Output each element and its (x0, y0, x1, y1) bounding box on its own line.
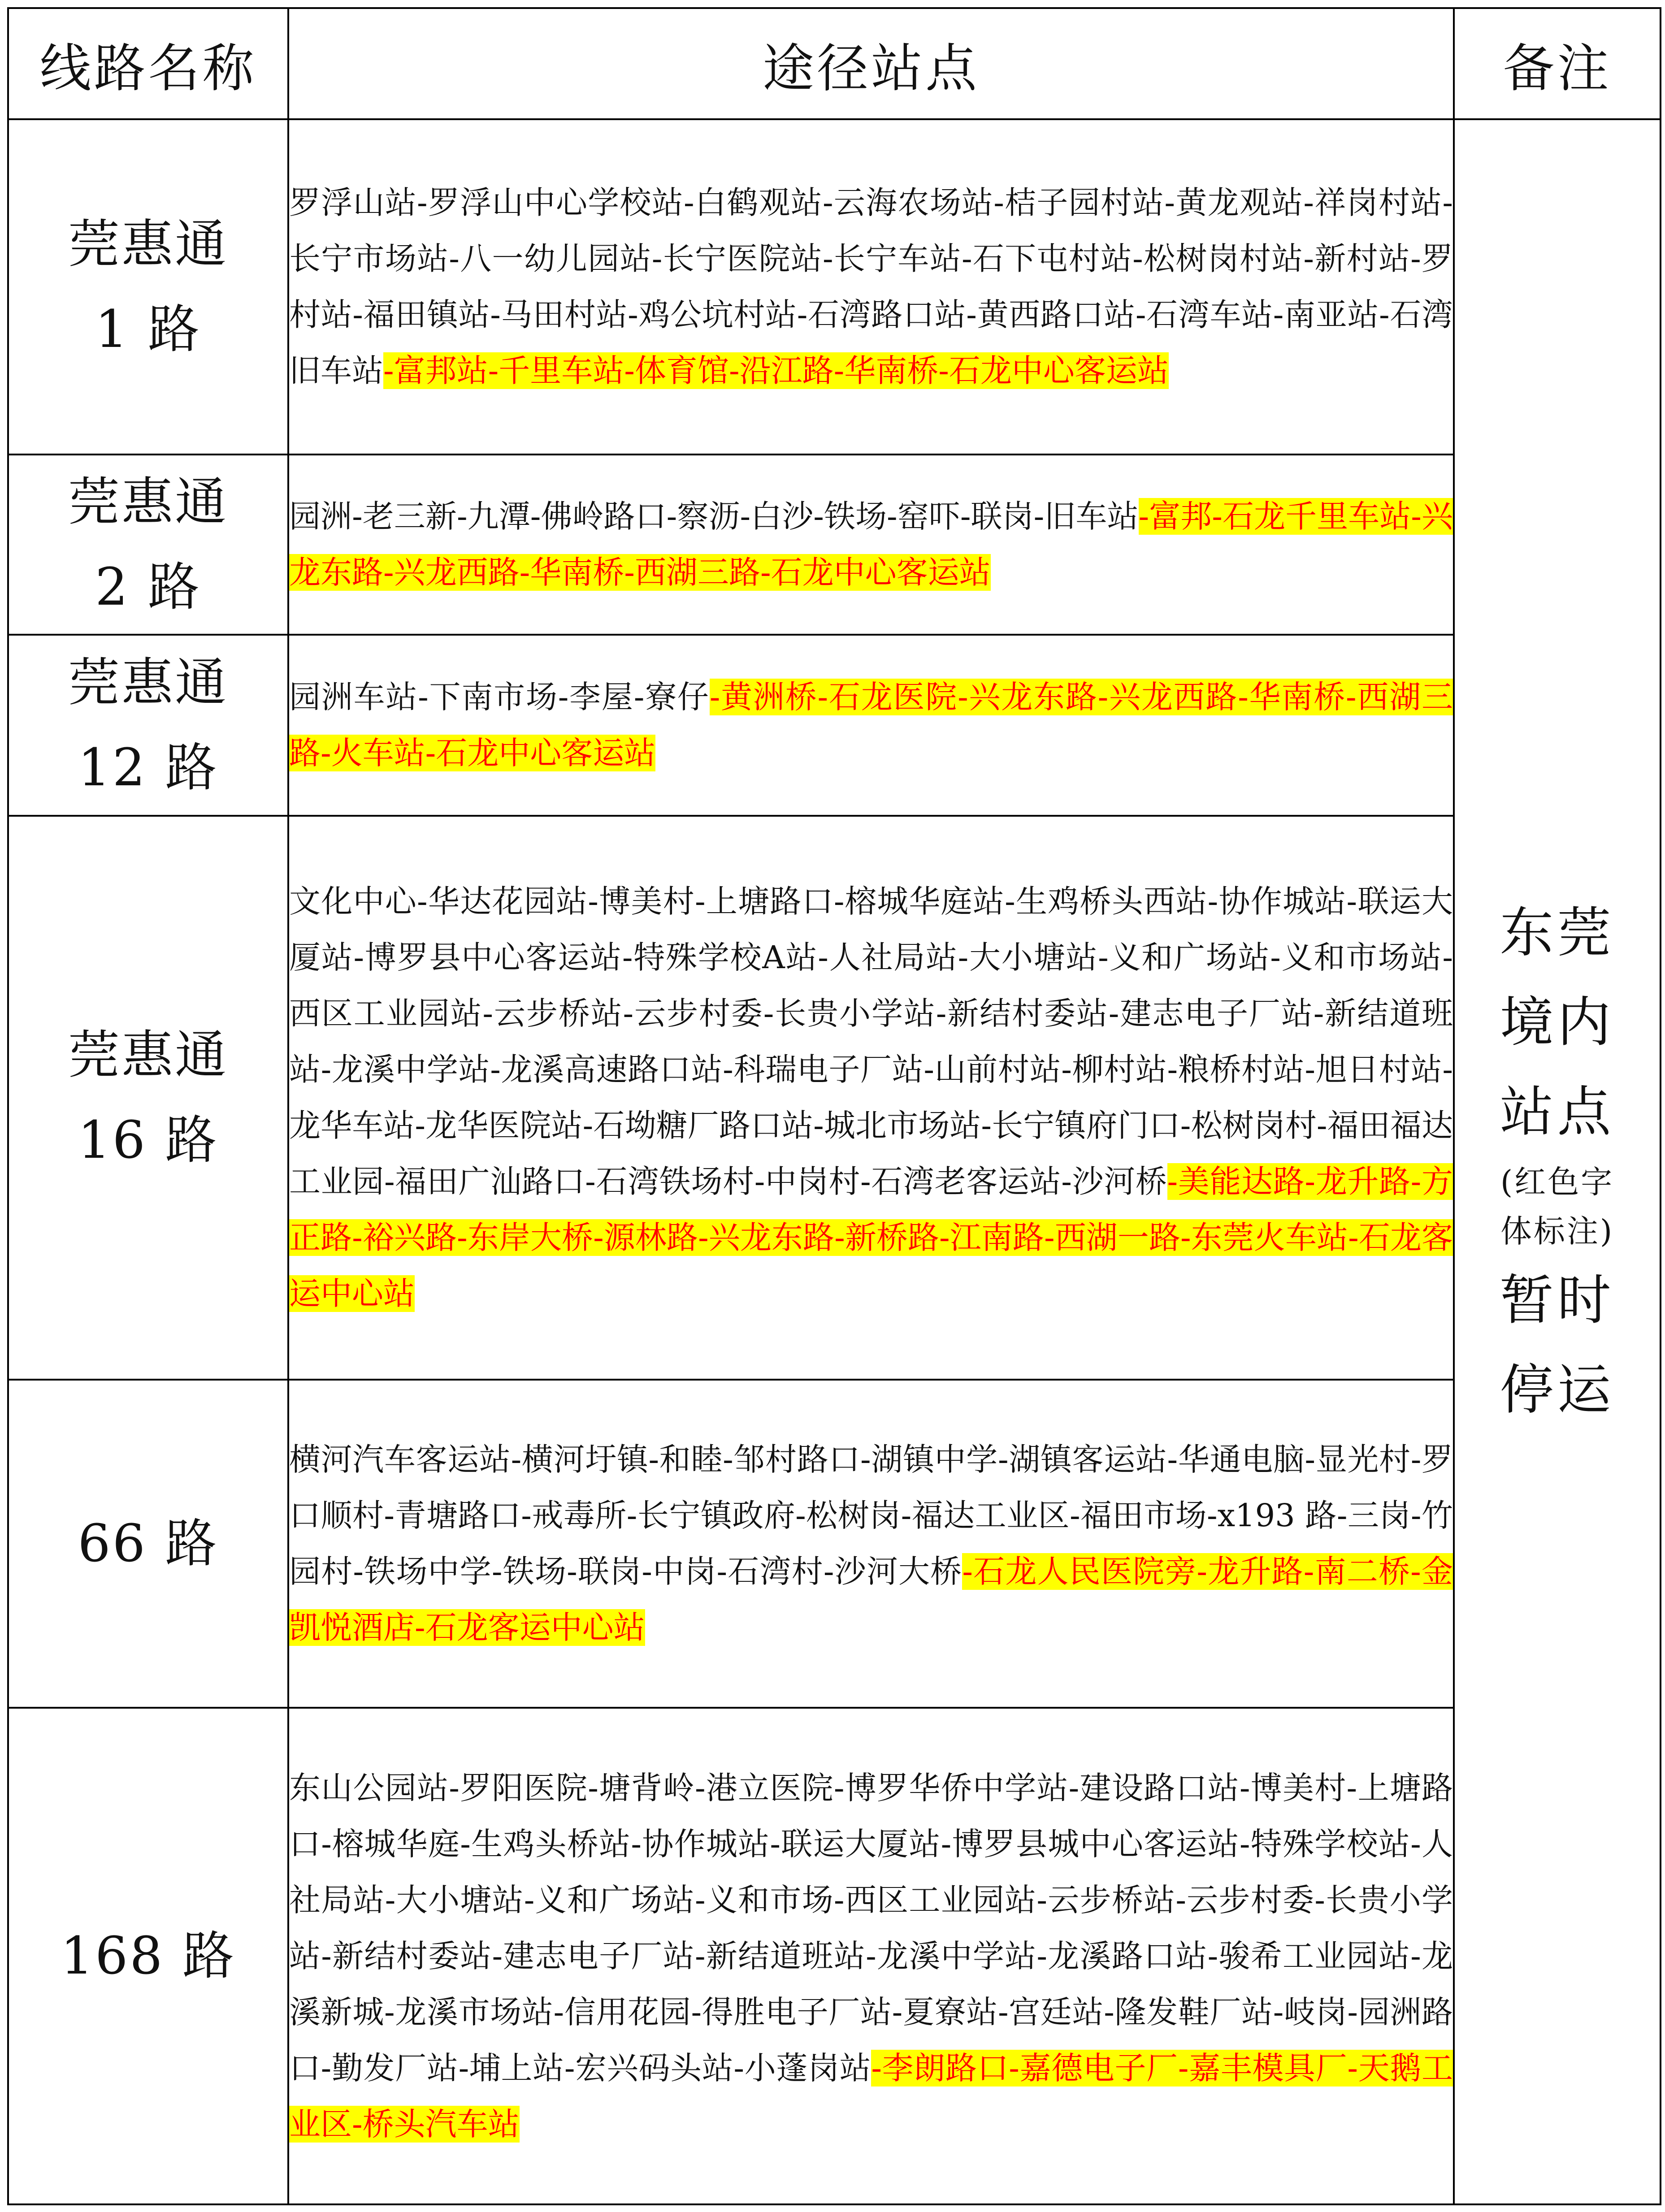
table-row (8, 635, 1661, 816)
table-row (8, 1708, 1661, 2204)
stations-highlighted: -美能达路-龙升路-方正路-裕兴路-东岸大桥-源林路-兴龙东路-新桥路-江南路-西湖一路-东莞火车站-石龙客运中心站 (289, 1163, 1453, 1312)
remark-line3: 站点 (1500, 1081, 1615, 1143)
remark-line2: 境内 (1500, 991, 1615, 1054)
remark-note2: 体标注) (1500, 1213, 1614, 1250)
route-stations-cell (288, 1708, 1454, 2204)
remark-line4: 暂时 (1500, 1269, 1615, 1332)
stations-normal: 园洲车站-下南市场-李屋-寮仔 (289, 679, 710, 715)
route-table (7, 7, 1661, 2205)
stations-normal: 横河汽车客运站-横河圩镇-和睦-邹村路口-湖镇中学-湖镇客运站-华通电脑-显光村-罗口顺村-青塘路口-戒毒所-长宁镇政府-松树岗-福达工业区-福田市场-x193 路-三岗-竹园村-铁场中学-铁场-联岗-中岗-石湾村-沙河大桥 (289, 1441, 1453, 1590)
route-name-line1: 莞惠通 (68, 1025, 228, 1085)
table-row (8, 119, 1661, 455)
remark-cell (1454, 119, 1661, 2204)
stations-normal: 文化中心-华达花园站-博美村-上塘路口-榕城华庭站-生鸡桥头西站-协作城站-联运大厦站-博罗县中心客运站-特殊学校A站-人社局站-大小塘站-义和广场站-义和市场站-西区工业园站-云步桥站-云步村委-长贵小学站-新结村委站-建志电子厂站-新结道班站-龙溪中学站-龙溪高速路口站-科瑞电子厂站-山前村站-柳村站-粮桥村站-旭日村站-龙华车站-龙华医院站-石坳糖厂路口站-城北市场站-长宁镇府门口-松树岗村-福田福达工业园-福田广汕路口-石湾铁场村-中岗村-石湾老客运站-沙河桥 (289, 883, 1453, 1200)
route-name-line1: 66 路 (78, 1514, 219, 1574)
remark-note1: (红色字 (1500, 1164, 1614, 1200)
route-name-cell (8, 1380, 288, 1708)
header-remark: 备注 (1454, 8, 1661, 119)
route-stations-cell (288, 1380, 1454, 1708)
table-row (8, 455, 1661, 635)
route-stations-cell (288, 119, 1454, 455)
route-name-line2: 12 路 (78, 738, 219, 798)
route-stations-cell (288, 635, 1454, 816)
route-name-cell (8, 119, 288, 455)
stations-highlighted: -石龙人民医院旁-龙升路-南二桥-金凯悦酒店-石龙客运中心站 (289, 1553, 1453, 1646)
route-name-line1: 168 路 (60, 1926, 236, 1986)
stations-highlighted: -李朗路口-嘉德电子厂-嘉丰模具厂-天鹅工业区-桥头汽车站 (289, 2049, 1453, 2143)
table-row (8, 816, 1661, 1380)
stations-normal: 罗浮山站-罗浮山中心学校站-白鹤观站-云海农场站-桔子园村站-黄龙观站-祥岗村站-长宁市场站-八一幼儿园站-长宁医院站-长宁车站-石下屯村站-松树岗村站-新村站-罗村站-福田镇站-马田村站-鸡公坑村站-石湾路口站-黄西路口站-石湾车站-南亚站-石湾旧车站 (289, 184, 1453, 389)
route-name-line1: 莞惠通 (68, 653, 228, 713)
route-name-cell (8, 455, 288, 635)
route-name-line2: 16 路 (78, 1110, 219, 1170)
stations-normal: 东山公园站-罗阳医院-塘背岭-港立医院-博罗华侨中学站-建设路口站-博美村-上塘路口-榕城华庭-生鸡头桥站-协作城站-联运大厦站-博罗县城中心客运站-特殊学校站-人社局站-大小塘站-义和广场站-义和市场-西区工业园站-云步桥站-云步村委-长贵小学站-新结村委站-建志电子厂站-新结道班站-龙溪中学站-龙溪路口站-骏希工业园站-龙溪新城-龙溪市场站-信用花园-得胜电子厂站-夏寮站-宫廷站-隆发鞋厂站-岐岗-园洲路口-勤发厂站-埔上站-宏兴码头站-小蓬岗站 (289, 1769, 1453, 2086)
stations-normal: 园洲-老三新-九潭-佛岭路口-察沥-白沙-铁场-窑吓-联岗-旧车站 (289, 498, 1139, 535)
route-name-line2: 1 路 (95, 299, 201, 359)
table-row (8, 1380, 1661, 1708)
route-name-line1: 莞惠通 (68, 472, 228, 532)
route-name-line1: 莞惠通 (68, 214, 228, 274)
route-name-cell (8, 635, 288, 816)
route-stations-cell (288, 455, 1454, 635)
route-stations-cell (288, 816, 1454, 1380)
stations-highlighted: -富邦站-千里车站-体育馆-沿江路-华南桥-石龙中心客运站 (383, 352, 1169, 389)
header-route-name: 线路名称 (8, 8, 288, 119)
header-stations: 途径站点 (288, 8, 1454, 119)
route-name-cell (8, 816, 288, 1380)
stations-highlighted: -黄洲桥-石龙医院-兴龙东路-兴龙西路-华南桥-西湖三路-火车站-石龙中心客运站 (289, 679, 1453, 771)
table-header-row (8, 8, 1661, 119)
route-name-cell (8, 1708, 288, 2204)
stations-highlighted: -富邦-石龙千里车站-兴龙东路-兴龙西路-华南桥-西湖三路-石龙中心客运站 (289, 498, 1453, 591)
route-name-line2: 2 路 (95, 557, 201, 617)
remark-line1: 东莞 (1500, 902, 1615, 964)
remark-line5: 停运 (1500, 1359, 1615, 1421)
